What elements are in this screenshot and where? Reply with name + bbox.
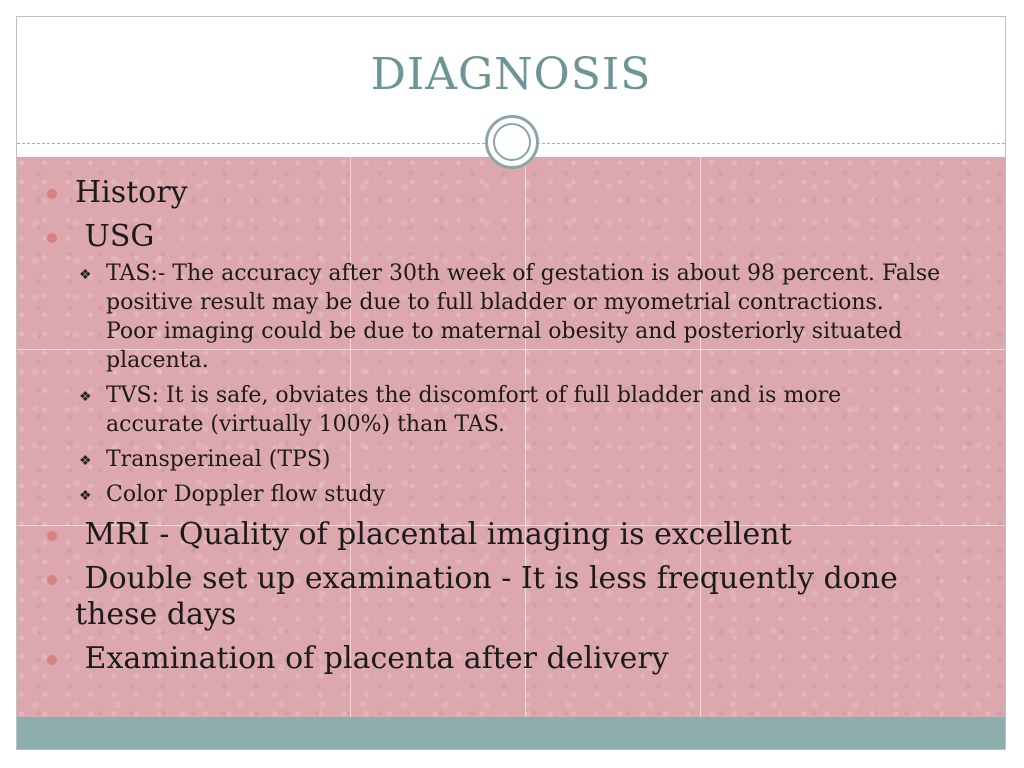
diamond-bullet-icon: ❖ <box>79 453 92 469</box>
slide-body <box>17 175 1005 685</box>
bullet-dot-icon <box>47 189 57 199</box>
diamond-bullet-icon: ❖ <box>79 488 92 504</box>
slide-title: DIAGNOSIS <box>370 49 652 100</box>
sub-item-text: Transperineal (TPS) <box>106 447 331 472</box>
sub-item-text: Color Doppler flow study <box>106 482 386 507</box>
list-item-text: USG <box>75 219 155 254</box>
list-item-text: Examination of placenta after delivery <box>75 641 669 676</box>
list-item-usg <box>17 219 1005 509</box>
sub-item-tas <box>17 259 981 375</box>
bullet-list <box>17 175 1005 677</box>
list-item-mri <box>17 517 1005 553</box>
list-item-double-setup <box>17 561 1005 633</box>
bullet-dot-icon <box>47 575 57 585</box>
usg-sub-list <box>17 259 981 509</box>
diamond-bullet-icon: ❖ <box>79 389 92 405</box>
slide <box>16 16 1006 750</box>
diamond-bullet-icon: ❖ <box>79 267 92 283</box>
sub-item-tvs <box>17 381 981 439</box>
list-item-text: MRI - Quality of placental imaging is excellent <box>75 517 792 552</box>
list-item-text: Double set up examination - It is less frequently done these days <box>75 561 908 632</box>
bullet-dot-icon <box>47 233 57 243</box>
sub-item-tps <box>17 445 981 474</box>
footer-bar <box>17 717 1005 750</box>
sub-item-text: TAS:- The accuracy after 30th week of gestation is about 98 percent. False positive result may be due to full bladder or myometrial contractions. Poor imaging could be due to maternal obesity and posteriorly situated placenta. <box>106 261 941 373</box>
list-item-text: History <box>75 175 188 210</box>
bullet-dot-icon <box>47 531 57 541</box>
bullet-dot-icon <box>47 655 57 665</box>
list-item-history <box>17 175 1005 211</box>
circle-ornament-icon <box>485 115 539 169</box>
sub-item-doppler <box>17 480 981 509</box>
list-item-placenta-exam <box>17 641 1005 677</box>
sub-item-text: TVS: It is safe, obviates the discomfort of full bladder and is more accurate (virtually 100%) than TAS. <box>106 383 842 437</box>
